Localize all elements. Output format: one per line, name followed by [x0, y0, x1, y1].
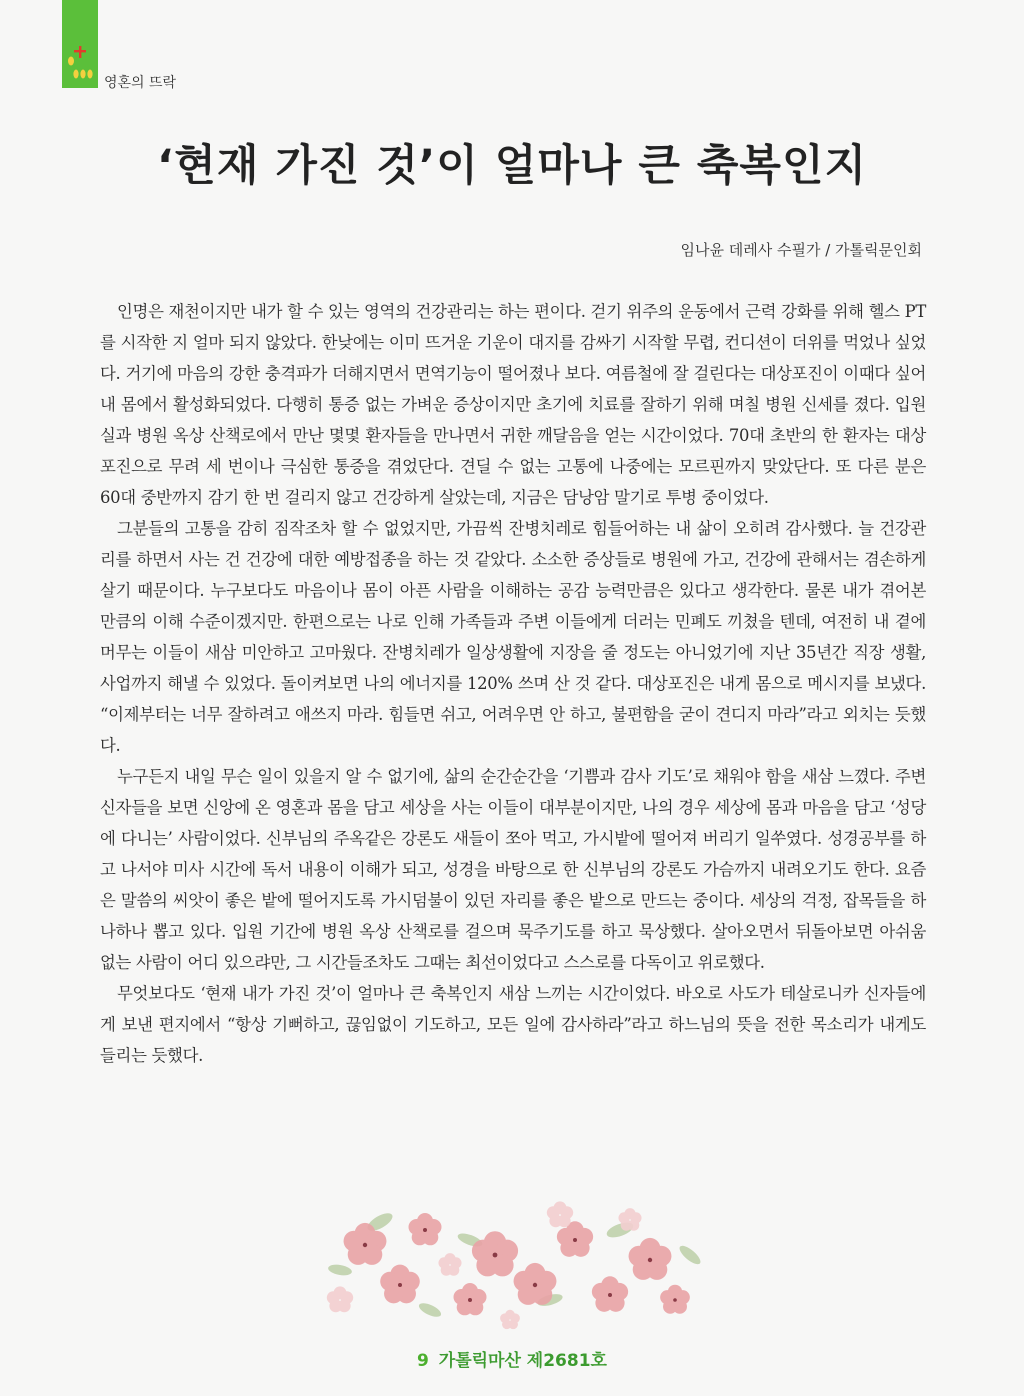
page-number: 9	[417, 1351, 429, 1371]
article-body	[100, 296, 926, 1071]
section-tab	[62, 0, 98, 88]
paragraph: 누구든지 내일 무슨 일이 있을지 알 수 없기에, 삶의 순간순간을 ‘기쁨과 감사 기도’로 채워야 함을 새삼 느꼈다. 주변 신자들을 보면 신앙에 온 영혼과 몸을 담고 세상을 사는 이들이 대부분이지만, 나의 경우 세상에 몸과 마음을 담고 ‘성당에 다니는’ 사람이었다. 신부님의 주옥같은 강론도 새들이 쪼아 먹고, 가시밭에 떨어져 버리기 일쑤였다. 성경공부를 하고 나서야 미사 시간에 독서 내용이 이해가 되고, 성경을 바탕으로 한 신부님의 강론도 가슴까지 내려오기도 한다. 요즘은 말씀의 씨앗이 좋은 밭에 떨어지도록 가시덤불이 있던 자리를 좋은 밭으로 만드는 중이다. 세상의 걱정, 잡목들을 하나하나 뽑고 있다. 입원 기간에 병원 옥상 산책로를 걸으며 묵주기도를 하고 묵상했다. 살아오면서 뒤돌아보면 아쉬움 없는 사람이 어디 있으랴만, 그 시간들조차도 그때는 최선이었다고 스스로를 다독이고 위로했다.	[100, 767, 926, 972]
publication-name: 가톨릭마산 제2681호	[438, 1351, 607, 1371]
cross-sprout-icon	[64, 42, 96, 82]
paragraph: 무엇보다도 ‘현재 내가 가진 것’이 얼마나 큰 축복인지 새삼 느끼는 시간이었다. 바오로 사도가 테살로니카 신자들에게 보낸 편지에서 “항상 기뻐하고, 끊임없이 기도하고, 모든 일에 감사하라”라고 하느님의 뜻을 전한 목소리가 내게도 들리는 듯했다.	[100, 984, 926, 1065]
article-title: ‘현재 가진 것’이 얼마나 큰 축복인지	[156, 141, 868, 191]
paragraph: 그분들의 고통을 감히 짐작조차 할 수 없었지만, 가끔씩 잔병치레로 힘들어하는 내 삶이 오히려 감사했다. 늘 건강관리를 하면서 사는 건 건강에 대한 예방접종을 하는 것 같았다. 소소한 증상들로 병원에 가고, 건강에 관해서는 겸손하게 살기 때문이다. 누구보다도 마음이나 몸이 아픈 사람을 이해하는 공감 능력만큼은 있다고 생각한다. 물론 내가 겪어본 만큼의 이해 수준이겠지만. 한편으로는 나로 인해 가족들과 주변 이들에게 더러는 민폐도 끼쳤을 텐데, 여전히 내 곁에 머무는 이들이 새삼 미안하고 고마웠다. 잔병치레가 일상생활에 지장을 줄 정도는 아니었기에 지난 35년간 직장 생활, 사업까지 해낼 수 있었다. 돌이켜보면 나의 에너지를 120% 쓰며 산 것 같다. 대상포진은 내게 몸으로 메시지를 보냈다. “이제부터는 너무 잘하려고 애쓰지 마라. 힘들면 쉬고, 어려우면 안 하고, 불편함을 굳이 견디지 마라”라고 외치는 듯했다.	[100, 519, 926, 755]
section-label: 영혼의 뜨락	[104, 75, 177, 91]
paragraph: 인명은 재천이지만 내가 할 수 있는 영역의 건강관리는 하는 편이다. 걷기 위주의 운동에서 근력 강화를 위해 헬스 PT를 시작한 지 얼마 되지 않았다. 한낮에는 이미 뜨거운 기운이 대지를 감싸기 시작할 무렵, 컨디션이 더위를 먹었나 싶었다. 거기에 마음의 강한 충격파가 더해지면서 면역기능이 떨어졌나 보다. 여름철에 잘 걸린다는 대상포진이 이때다 싶어 내 몸에서 활성화되었다. 다행히 통증 없는 가벼운 증상이지만 초기에 치료를 잘하기 위해 며칠 병원 신세를 졌다. 입원실과 병원 옥상 산책로에서 만난 몇몇 환자들을 만나면서 귀한 깨달음을 얻는 시간이었다. 70대 초반의 한 환자는 대상포진으로 무려 세 번이나 극심한 통증을 겪었단다. 견딜 수 없는 고통에 나중에는 모르핀까지 맞았단다. 또 다른 분은 60대 중반까지 감기 한 번 걸리지 않고 건강하게 살았는데, 지금은 담낭암 말기로 투병 중이었다.	[100, 302, 926, 507]
author-byline: 임나윤 데레사 수필가 / 가톨릭문인회	[680, 241, 922, 259]
cherry-blossom-illustration	[320, 1200, 710, 1330]
page-footer	[0, 1346, 1024, 1371]
